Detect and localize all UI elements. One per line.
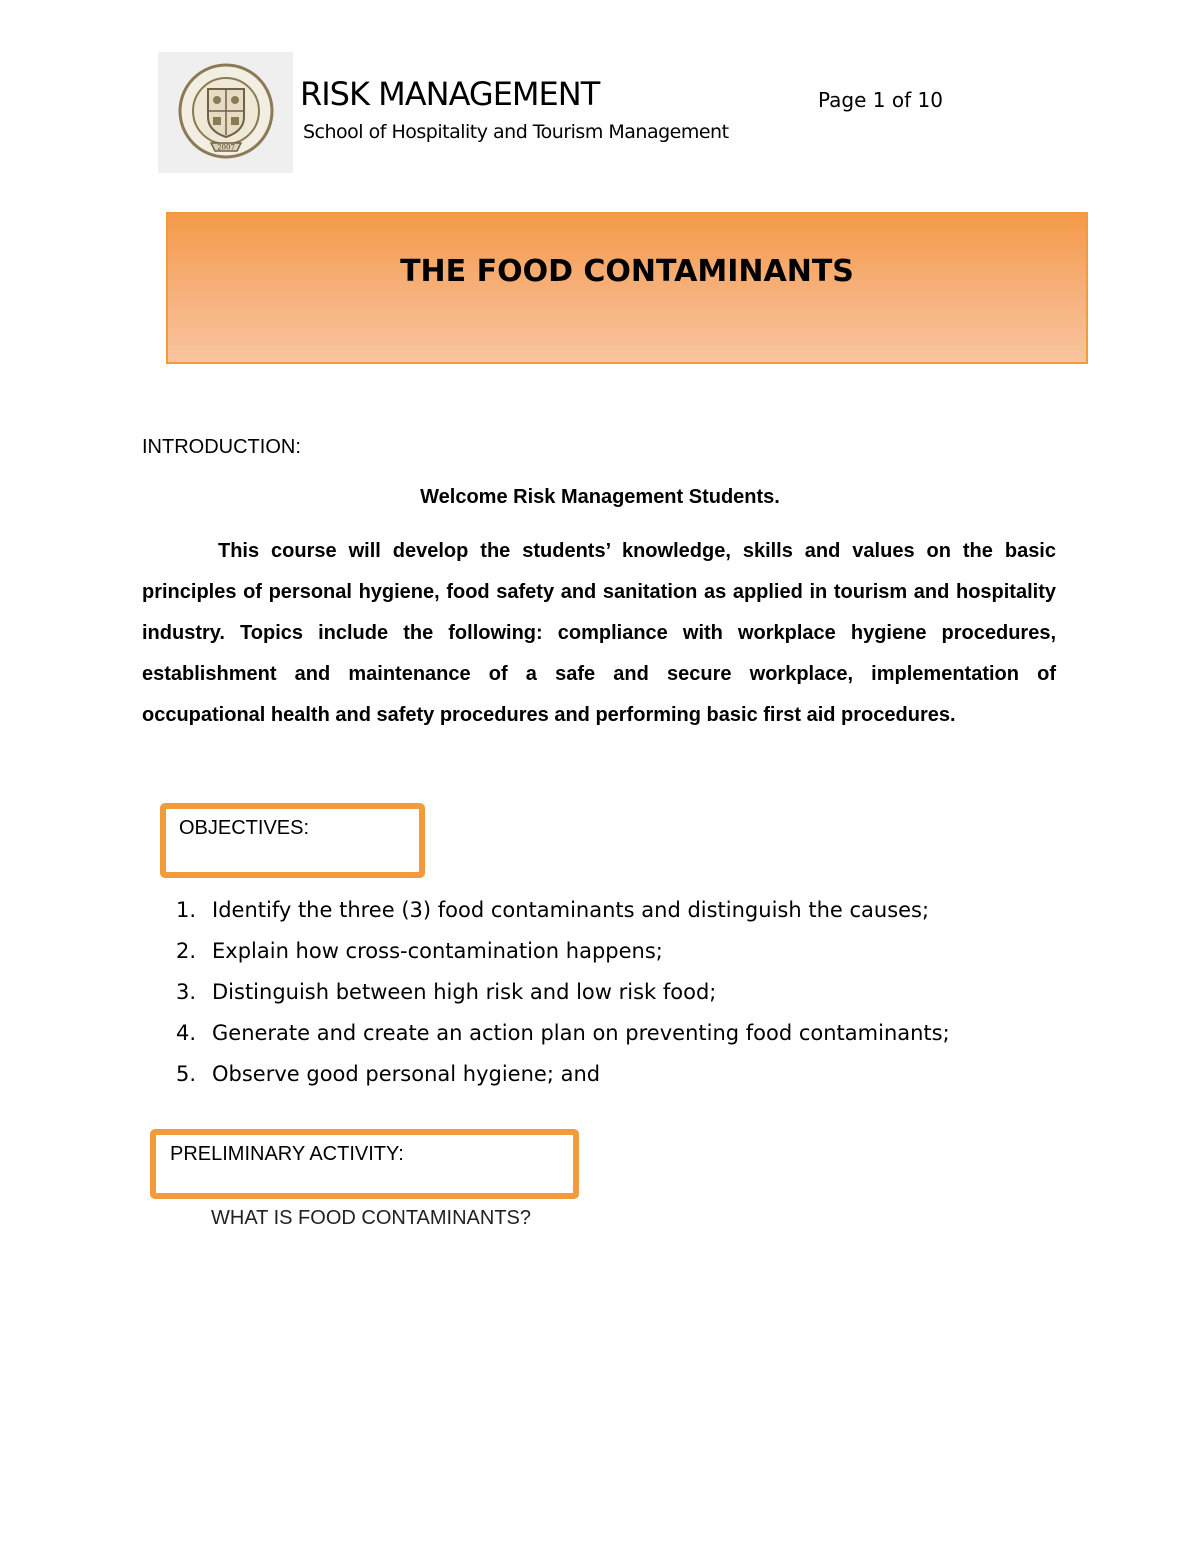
document-title: RISK MANAGEMENT — [300, 75, 600, 113]
list-item-number: 4. — [176, 1021, 197, 1045]
list-item-number: 2. — [176, 939, 197, 963]
list-item-text: Distinguish between high risk and low risk food; — [212, 980, 717, 1004]
banner-title: THE FOOD CONTAMINANTS — [400, 254, 854, 289]
objectives-heading-box — [160, 803, 425, 878]
list-item-number: 3. — [176, 980, 197, 1004]
list-item-text: Identify the three (3) food contaminants and distinguish the causes; — [212, 898, 930, 922]
list-item-number: 5. — [176, 1062, 197, 1086]
objectives-heading: OBJECTIVES: — [179, 817, 310, 839]
preliminary-activity-question: WHAT IS FOOD CONTAMINANTS? — [211, 1207, 532, 1229]
introduction-paragraph: This course will develop the students’ knowledge, skills and values on the basic principles of personal hygiene, food safety and sanitation as applied in tourism and hospitality industry. Topics include the following: compliance with workplace hygiene procedures, establishment and maintenance of a safe and secure workplace, implementation of occupational health and safety procedures and performing basic first aid procedures. — [142, 540, 1056, 726]
list-item-text: Observe good personal hygiene; and — [212, 1062, 601, 1086]
school-name: School of Hospitality and Tourism Management — [303, 121, 729, 143]
school-seal-icon — [171, 61, 281, 165]
svg-text:2007: 2007 — [216, 143, 235, 151]
list-item-number: 1. — [176, 898, 197, 922]
list-item-text: Explain how cross-contamination happens; — [212, 939, 663, 963]
list-item-text: Generate and create an action plan on preventing food contaminants; — [212, 1021, 950, 1045]
page-number: Page 1 of 10 — [818, 88, 943, 112]
preliminary-activity-heading: PRELIMINARY ACTIVITY: — [170, 1143, 404, 1165]
introduction-heading: INTRODUCTION: — [142, 436, 301, 458]
welcome-line: Welcome Risk Management Students. — [420, 486, 780, 508]
title-banner — [166, 212, 1088, 364]
school-logo — [158, 52, 293, 173]
